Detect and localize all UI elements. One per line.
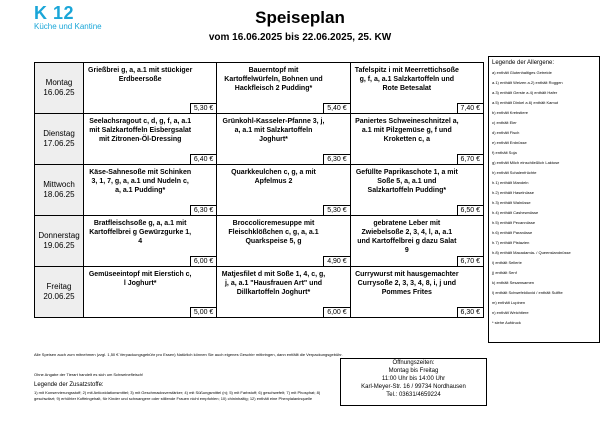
dish-cell xyxy=(217,216,350,267)
dish-price: 5,40 € xyxy=(323,103,349,113)
day-name: Freitag xyxy=(46,282,72,291)
dish-text: Broccolicremesuppe mit Fleischklößchen c, g, a, a.1 Quarkspeise 5, g xyxy=(228,220,319,245)
dish-text: Käse-Sahnesoße mit Schinken 3, 1, 7, g, a, a.1 und Nudeln c, a, a.1 Pudding* xyxy=(89,169,192,194)
dish-price: 6,00 € xyxy=(190,256,216,266)
day-name: Donnerstag xyxy=(38,231,80,240)
allergen-item: n) enthält Weichtiere xyxy=(492,310,529,315)
dish-text: Currywurst mit hausgemachter Currysoße 2, 3, 3, 4, 8, i, j und Pommes Frites xyxy=(355,271,459,296)
allergen-item: h.8) enthält Macadamia- / Queenslandnüsse xyxy=(492,250,571,255)
allergen-item: h.7) enthält Pistazien xyxy=(492,240,530,245)
additives-legend-text: 1) mit Konservierungsstoff; 2) mit Antioxidationsmittel; 3) mit Geschmacksverstärker; 4) mit Süßungsmittel (n); 5) mit Farbstoff; 6) geschwefelt; 7) mit Phosphat; 8) geschwärzt; 9) erhöhter Koffeingehalt, für Kinder und schwangere oder stillende Frauen nicht empfohlen; 10) chininhaltig; 12) enthält eine Phenylalaninquelle xyxy=(34,390,321,401)
date-range: vom 16.06.2025 bis 22.06.2025, 25. KW xyxy=(208,32,392,43)
dish-text: Paniertes Schweineschnitzel a, a.1 mit Pilzgemüse g, f und Kroketten c, a xyxy=(355,118,459,143)
dish-price: 6,40 € xyxy=(190,154,216,164)
dish-cell xyxy=(217,114,350,165)
dish-price: 6,30 € xyxy=(323,154,349,164)
dish-text: Matjesfilet d mit Soße 1, 4, c, g, j, a, a.1 "Hausfrauen Art" und Dillkartoffeln Joghurt* xyxy=(221,271,326,296)
day-name: Montag xyxy=(45,78,73,87)
day-cell xyxy=(35,114,84,165)
dish-text: Quarkkeulchen c, g, a mit Apfelmus 2 xyxy=(231,169,316,185)
dish-price: 6,50 € xyxy=(457,205,483,215)
day-row xyxy=(35,165,484,216)
hours-address: Karl-Meyer-Str. 16 / 99734 Nordhausen xyxy=(361,384,466,390)
dish-cell xyxy=(84,63,217,114)
dish-price: 5,00 € xyxy=(190,307,216,317)
allergen-item: k) enthält Sesamsamen xyxy=(492,280,535,285)
day-name: Mittwoch xyxy=(43,180,75,189)
allergen-legend-title: Legende der Allergene: xyxy=(492,60,555,66)
allergen-item: h.4) enthält Cashewnüsse xyxy=(492,210,539,215)
day-cell xyxy=(35,165,84,216)
dish-price: 6,30 € xyxy=(457,307,483,317)
dish-cell xyxy=(350,267,483,318)
page-title: Speiseplan xyxy=(255,8,345,27)
allergen-item: h.2) enthält Haselnüsse xyxy=(492,190,535,195)
takeaway-footnote: Alle Speisen auch zum mitnehmen (zzgl. 1,50 € Verpackungsgebühr pro Essen) Natürlich können Sie auch eigenes Geschirr mitbringen, dann entfällt die Verpackungsgebühr. xyxy=(34,352,343,357)
hours-phone: Tel.: 03631/4659224 xyxy=(386,392,441,398)
allergen-item: * siehe Aufdruck xyxy=(492,320,521,325)
dish-cell xyxy=(350,63,483,114)
allergen-item: l) enthält Schwefeldioxid / enthält Sulfite xyxy=(492,290,563,295)
dish-cell xyxy=(84,216,217,267)
dish-cell xyxy=(350,165,483,216)
dish-price: 6,30 € xyxy=(190,205,216,215)
dish-cell xyxy=(84,165,217,216)
day-date: 17.06.25 xyxy=(43,139,75,148)
day-row xyxy=(35,267,484,318)
allergen-item: h) enthält Schalenfrüchte xyxy=(492,170,537,175)
dish-text: Seelachsragout c, d, g, f, a, a.1 mit Salzkartoffeln Eisbergsalat mit Zitronen-Öl-Dressing xyxy=(89,118,192,143)
allergen-item: a.3) enthält Gerste a.4) enthält Hafer xyxy=(492,90,558,95)
dish-price: 4,90 € xyxy=(323,256,349,266)
allergen-item: e) enthält Erdnüsse xyxy=(492,140,527,145)
dish-cell xyxy=(217,267,350,318)
dish-text: Bratfleischsoße g, a, a.1 mit Kartoffelbrei g Gewürzgurke 1, 4 xyxy=(89,220,192,245)
allergen-item: i) enthält Sellerie xyxy=(492,260,522,265)
day-row xyxy=(35,63,484,114)
hours-title: Öffnungszeiten: xyxy=(392,360,435,366)
dish-price: 7,40 € xyxy=(457,103,483,113)
dish-price: 5,30 € xyxy=(323,205,349,215)
dish-cell xyxy=(217,63,350,114)
allergen-item: m) enthält Lupinen xyxy=(492,300,526,305)
dish-text: Tafelspitz i mit Meerrettichsoße g, f, a, a.1 Salzkartoffeln und Rote Betesalat xyxy=(354,67,459,92)
dish-text: Bauerntopf mit Kartoffelwürfeln, Bohnen und Hackfleisch 2 Pudding* xyxy=(224,67,323,92)
menu-table xyxy=(34,62,484,318)
allergen-item: a) enthält Glutenhaltiges Getreide xyxy=(492,70,552,75)
day-date: 16.06.25 xyxy=(43,88,75,97)
brand-logo xyxy=(34,4,102,31)
day-date: 19.06.25 xyxy=(43,241,75,250)
hours-days: Montag bis Freitag xyxy=(388,368,439,374)
logo-mark: K 12 xyxy=(34,3,75,23)
day-cell xyxy=(35,216,84,267)
allergen-item: h.3) enthält Walnüsse xyxy=(492,200,531,205)
dish-text: Gefüllte Paprikaschote 1, a mit Soße 5, a, a.1 und Salzkartoffeln Pudding* xyxy=(355,169,458,194)
dish-price: 6,00 € xyxy=(323,307,349,317)
allergen-item: c) enthält Eier xyxy=(492,120,517,125)
allergen-legend xyxy=(488,56,600,343)
dish-price: 6,70 € xyxy=(457,154,483,164)
allergen-item: j) enthält Senf xyxy=(492,270,517,275)
dish-cell xyxy=(217,165,350,216)
allergen-item: h.5) enthält Pecannüsse xyxy=(492,220,536,225)
dish-price: 6,70 € xyxy=(457,256,483,266)
dish-text: Grünkohl-Kasseler-Pfanne 3, j, a, a.1 mit Salzkartoffeln Joghurt* xyxy=(222,118,325,143)
day-date: 18.06.25 xyxy=(43,190,75,199)
allergen-item: f) enthält Soja xyxy=(492,150,517,155)
allergen-item: b) enthält Krebstiere xyxy=(492,110,529,115)
day-row xyxy=(35,216,484,267)
dish-cell xyxy=(350,114,483,165)
day-row xyxy=(35,114,484,165)
dish-price: 5,30 € xyxy=(190,103,216,113)
day-cell xyxy=(35,267,84,318)
dish-text: Grießbrei g, a, a.1 mit stückiger Erdbeersoße xyxy=(88,67,193,83)
allergen-item: a.5) enthält Dinkel a.6) enthält Kamut xyxy=(492,100,559,105)
day-cell xyxy=(35,63,84,114)
allergen-item: d) enthält Fisch xyxy=(492,130,520,135)
allergen-item: h.1) enthält Mandeln xyxy=(492,180,529,185)
hours-time: 11:00 Uhr bis 14:00 Uhr xyxy=(381,376,446,382)
allergen-list xyxy=(492,68,599,328)
meat-hint: Ohne Angabe der Tierart handelt es sich um Schweinefleisch! xyxy=(34,372,144,377)
dish-text: gebratene Leber mit Zwiebelsoße 2, 3, 4, l, a, a.1 und Kartoffelbrei g dazu Salat 9 xyxy=(357,220,457,254)
additives-legend-title: Legende der Zusatzstoffe: xyxy=(34,382,104,388)
opening-hours-box xyxy=(340,358,487,406)
allergen-item: h.6) enthält Paranüsse xyxy=(492,230,533,235)
day-date: 20.06.25 xyxy=(43,292,75,301)
allergen-item: g) enthält Milch einschließlich Laktose xyxy=(492,160,560,165)
day-name: Dienstag xyxy=(43,129,75,138)
logo-subtitle: Küche und Kantine xyxy=(34,22,102,31)
allergen-item: a.1) enthält Weizen a.2) enthält Roggen xyxy=(492,80,563,85)
dish-cell xyxy=(84,267,217,318)
dish-cell xyxy=(350,216,483,267)
dish-text: Gemüseeintopf mit Eierstich c, l Joghurt* xyxy=(88,271,192,287)
dish-cell xyxy=(84,114,217,165)
